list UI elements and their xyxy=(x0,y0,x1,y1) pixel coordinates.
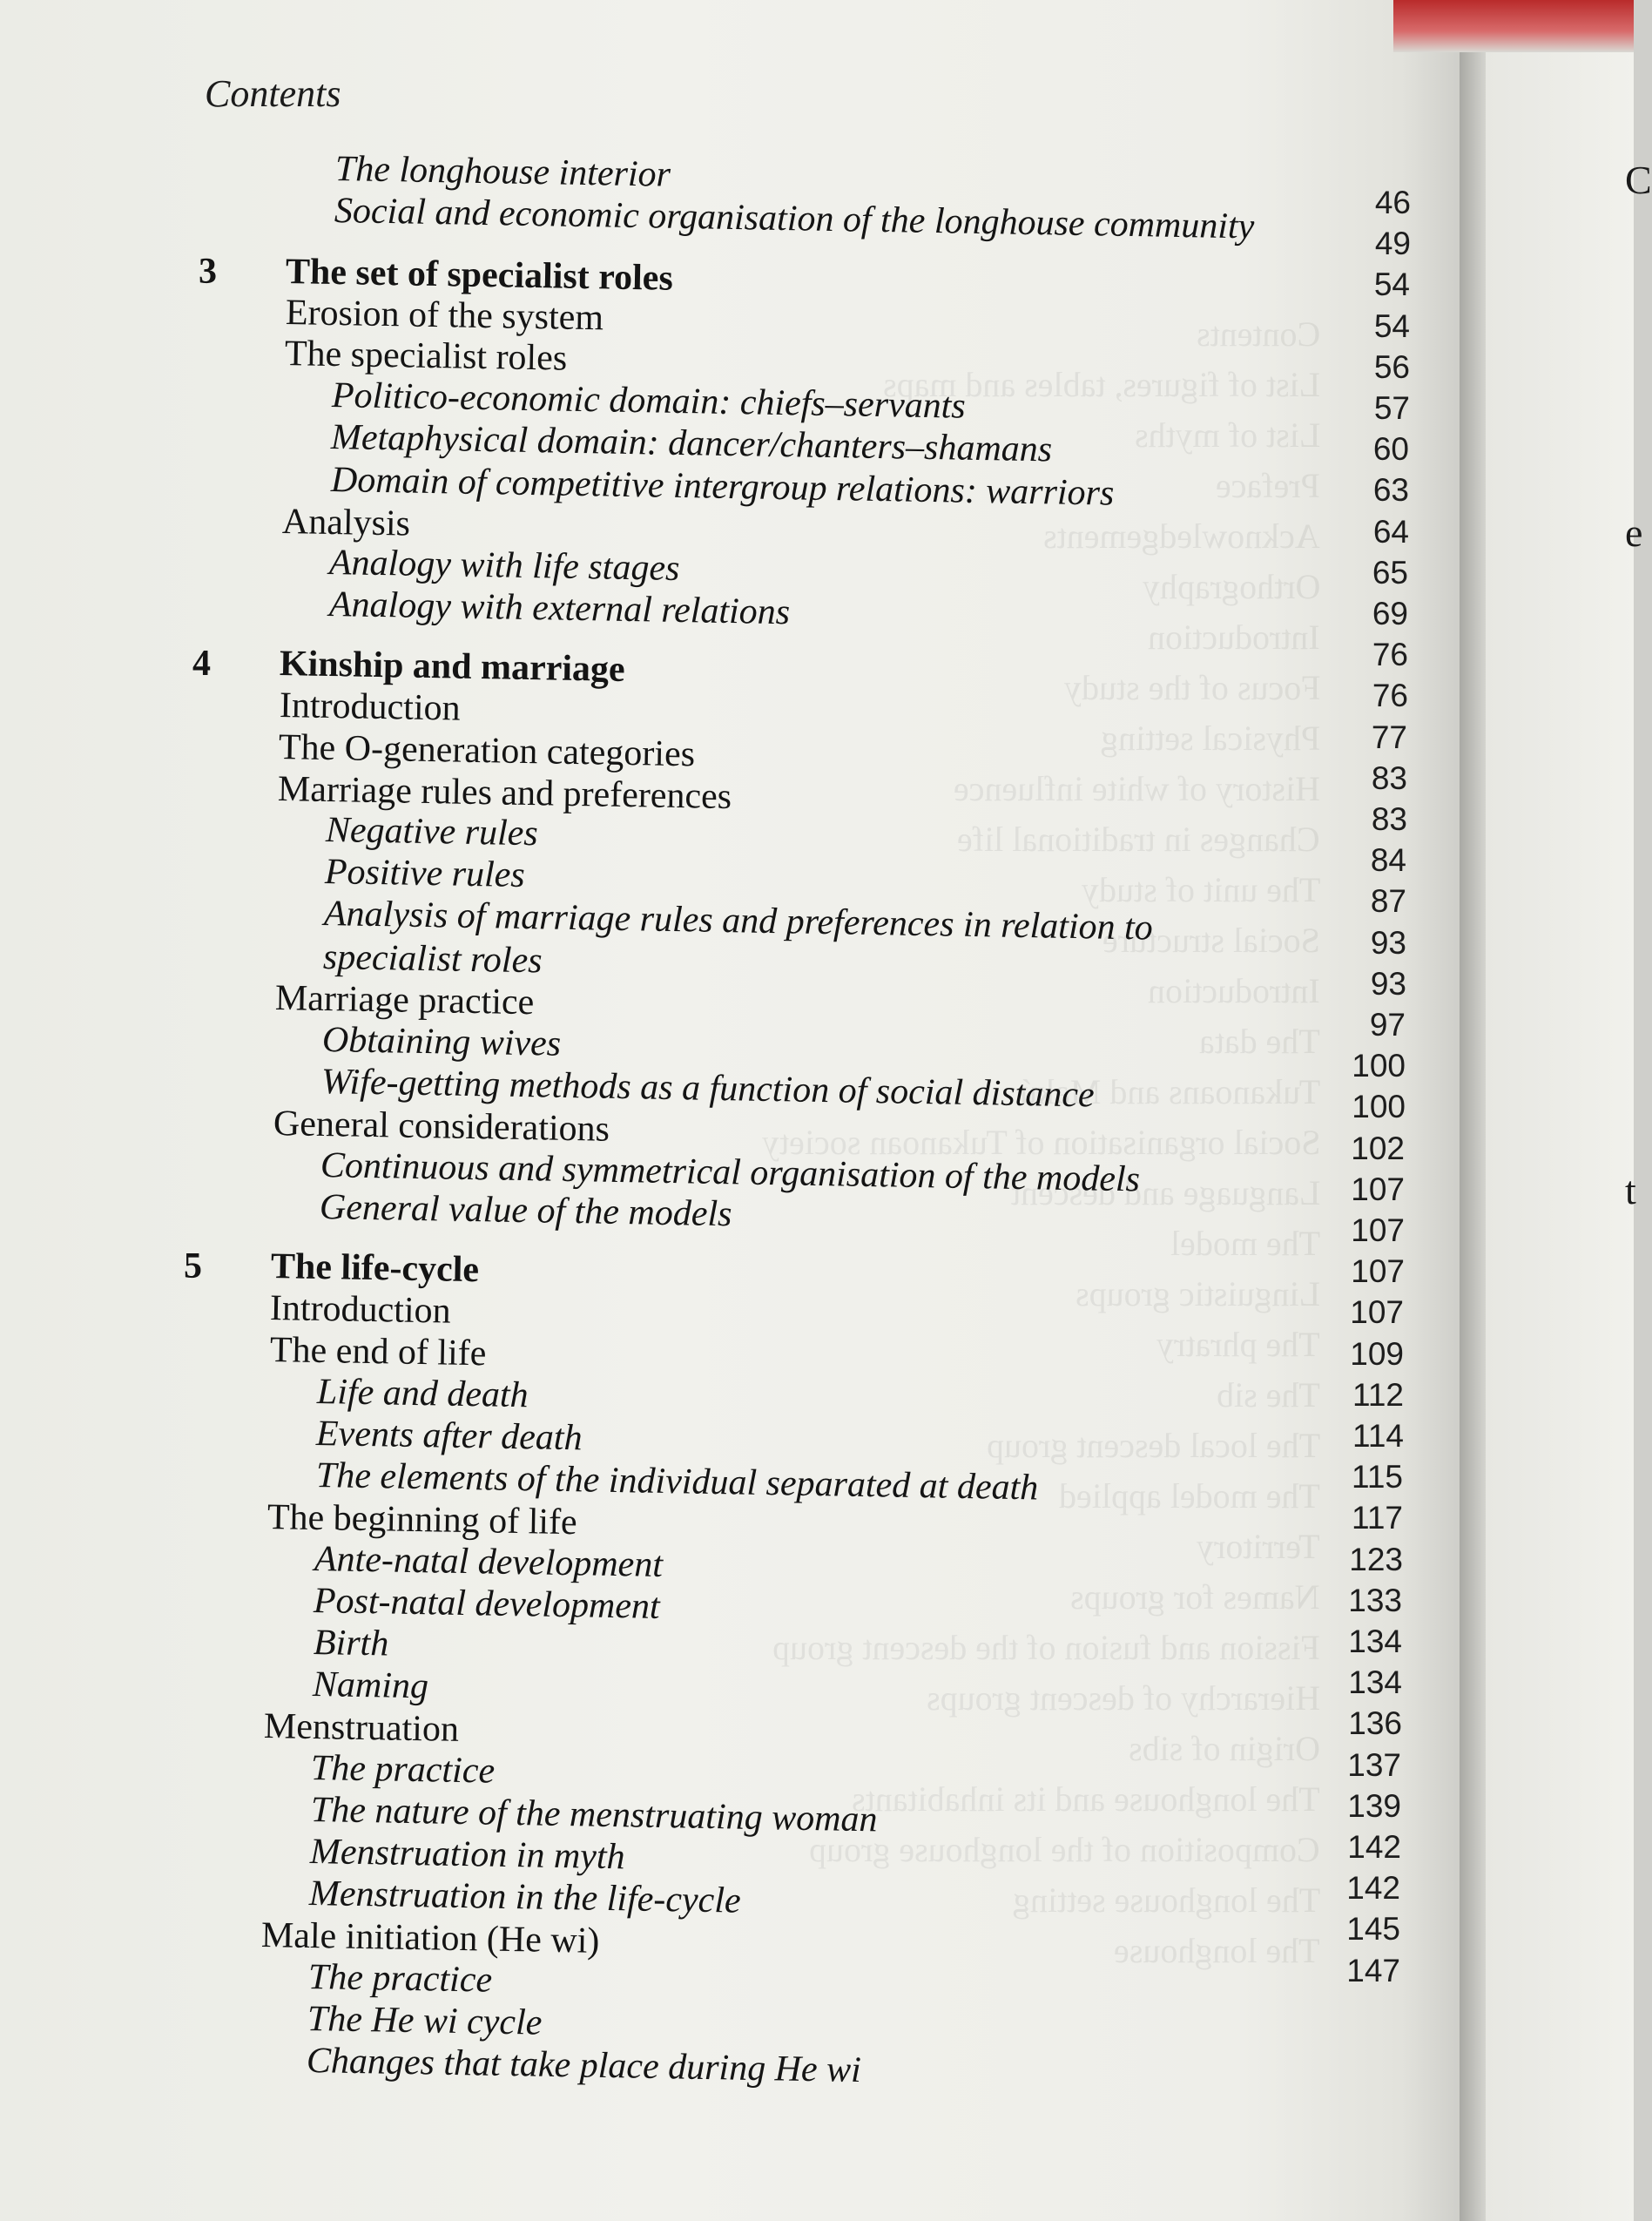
subsection-title: The practice xyxy=(310,1748,496,1792)
show-through-line: Fission and fusion of the descent group xyxy=(772,1628,1320,1667)
page-number: 77 xyxy=(1371,719,1407,755)
subsection-title: Menstruation in the life-cycle xyxy=(308,1873,742,1921)
subsection-title: Politico-economic domain: chiefs–servants xyxy=(331,375,967,427)
section-title: The beginning of life xyxy=(266,1497,578,1543)
section-title: The O-generation categories xyxy=(278,727,696,775)
facing-page-glyph: e xyxy=(1625,510,1643,555)
section-title: General considerations xyxy=(273,1104,610,1150)
show-through-line: The model xyxy=(1170,1224,1320,1263)
page-number: 107 xyxy=(1351,1212,1405,1248)
section-title: Marriage practice xyxy=(274,978,535,1023)
page-number: 142 xyxy=(1346,1870,1400,1906)
section-title: Marriage rules and preferences xyxy=(277,769,732,818)
subsection-title: Post-natal development xyxy=(313,1581,661,1627)
show-through-line: The longhouse setting xyxy=(1012,1880,1320,1920)
subsection-title: The practice xyxy=(307,1957,493,2001)
show-through-line: The phratry xyxy=(1156,1325,1320,1364)
page-header: Contents xyxy=(205,72,341,115)
page-number: 147 xyxy=(1346,1953,1400,1988)
show-through-line: The data xyxy=(1199,1022,1320,1061)
show-through-line: Focus of the study xyxy=(1063,668,1320,707)
subsection-title: Changes that take place during He wi xyxy=(306,2041,862,2091)
page-number: 123 xyxy=(1349,1542,1403,1577)
subsection-title: Negative rules xyxy=(325,810,539,854)
show-through-line: List of figures, tables and maps xyxy=(882,365,1320,404)
page-number: 87 xyxy=(1370,883,1406,919)
chapter-number: 4 xyxy=(192,644,211,684)
chapter-title: The life-cycle xyxy=(270,1246,480,1291)
show-through-line: Social organisation of Tukanoan society xyxy=(761,1123,1320,1162)
page-number: 142 xyxy=(1347,1829,1401,1865)
page-number: 65 xyxy=(1372,555,1408,591)
page-number: 136 xyxy=(1348,1705,1402,1741)
page-number: 139 xyxy=(1347,1788,1401,1824)
subsection-title: Wife-getting methods as a function of social distance xyxy=(320,1062,1096,1116)
show-through-line: The longhouse and its inhabitants xyxy=(852,1779,1320,1819)
page-number: 117 xyxy=(1352,1500,1403,1536)
section-title: Erosion of the system xyxy=(285,293,604,339)
page-number: 134 xyxy=(1348,1664,1402,1700)
show-through-line: Contents xyxy=(1196,314,1320,354)
page-number: 56 xyxy=(1373,349,1410,385)
page-number: 100 xyxy=(1352,1089,1406,1124)
page-number: 114 xyxy=(1352,1418,1404,1454)
show-through-line: Territory xyxy=(1197,1527,1320,1566)
section-title: Menstruation xyxy=(263,1706,460,1750)
subsection-title: Naming xyxy=(312,1664,429,1707)
page-number: 84 xyxy=(1370,842,1406,878)
facing-page-glyph: t xyxy=(1625,1168,1636,1212)
show-through-line: Linguistic groups xyxy=(1075,1274,1320,1313)
page-number: 134 xyxy=(1348,1624,1402,1659)
page-number: 63 xyxy=(1372,472,1409,508)
section-title: Introduction xyxy=(279,685,461,729)
page-number: 102 xyxy=(1351,1131,1405,1166)
section-title: The end of life xyxy=(269,1330,487,1374)
page-number: 145 xyxy=(1346,1911,1400,1947)
page-number: 76 xyxy=(1372,678,1408,713)
chapter-number: 3 xyxy=(199,252,217,292)
subsection-title: Obtaining wives xyxy=(321,1020,562,1064)
show-through-line: Orthography xyxy=(1142,567,1320,606)
section-title: Analysis xyxy=(281,502,411,544)
subsection-title: Analogy with external relations xyxy=(328,584,791,633)
subsection-title: The elements of the individual separated at death xyxy=(315,1455,1039,1509)
chapter-title: Kinship and marriage xyxy=(279,644,626,690)
subsection-title: Events after death xyxy=(315,1414,583,1459)
show-through-line: Origin of sibs xyxy=(1129,1729,1320,1768)
page-number: 107 xyxy=(1351,1253,1405,1289)
show-through-line: Introduction xyxy=(1148,971,1320,1010)
subsection-title: Social and economic organisation of the longhouse community xyxy=(334,191,1255,247)
show-through-line: Acknowledgements xyxy=(1043,516,1320,556)
show-through-line: List of myths xyxy=(1134,415,1320,455)
chapter-title: The set of specialist roles xyxy=(285,252,674,299)
show-through-line: The local descent group xyxy=(986,1426,1320,1465)
subsection-title: Life and death xyxy=(316,1372,529,1416)
page-number: 107 xyxy=(1350,1294,1404,1330)
page-number: 54 xyxy=(1373,308,1410,344)
facing-page xyxy=(1486,52,1652,2221)
page-number: 133 xyxy=(1348,1583,1402,1618)
show-through-line: Preface xyxy=(1216,466,1320,505)
subsection-title: Continuous and symmetrical organisation of the models xyxy=(320,1145,1141,1200)
subsection-title: Analysis of marriage rules and preferences in relation to xyxy=(323,894,1154,948)
page-number: 83 xyxy=(1371,760,1407,796)
subsection-title: Metaphysical domain: dancer/chanters–shamans xyxy=(330,417,1053,470)
page-number: 115 xyxy=(1352,1459,1403,1495)
show-through-line: The sib xyxy=(1217,1375,1320,1414)
show-through-line: Language and descent xyxy=(1010,1173,1320,1212)
page-number: 97 xyxy=(1369,1007,1406,1043)
section-title: Introduction xyxy=(269,1288,451,1332)
show-through-line: Composition of the longhouse group xyxy=(809,1830,1320,1869)
subsection-title: The nature of the menstruating woman xyxy=(310,1790,878,1840)
show-through-line: Tukanoans and Makú xyxy=(1019,1072,1320,1111)
show-through-line: Names for groups xyxy=(1070,1577,1320,1617)
subsection-title: Birth xyxy=(313,1623,389,1664)
page-number: 83 xyxy=(1371,801,1407,837)
show-through-line: Social structure xyxy=(1102,921,1320,960)
subsection-title: Ante-natal development xyxy=(314,1539,664,1585)
book-gutter xyxy=(1460,0,1486,2221)
page-number: 109 xyxy=(1350,1336,1404,1372)
show-through-line: Introduction xyxy=(1148,618,1320,657)
subsection-title: Domain of competitive intergroup relations: warriors xyxy=(330,460,1115,514)
section-title: Male initiation (He wi) xyxy=(260,1915,600,1961)
page-number: 57 xyxy=(1373,390,1410,426)
section-title: The specialist roles xyxy=(284,334,568,379)
page-number: 46 xyxy=(1374,185,1411,220)
show-through-line: Physical setting xyxy=(1100,719,1320,758)
page-number: 49 xyxy=(1374,226,1411,261)
subsection-title: Positive rules xyxy=(324,852,526,896)
book-cover-edge xyxy=(1393,0,1634,52)
show-through-line: Hierarchy of descent groups xyxy=(926,1678,1320,1718)
page-number: 69 xyxy=(1372,596,1408,631)
subsection-title: Analogy with life stages xyxy=(328,543,680,590)
show-through-line: The model applied xyxy=(1059,1476,1320,1516)
page-number: 107 xyxy=(1351,1171,1405,1207)
page-number: 60 xyxy=(1372,431,1409,467)
page-number: 93 xyxy=(1370,966,1406,1002)
subsection-title: The longhouse interior xyxy=(334,149,671,195)
subsection-title: Menstruation in myth xyxy=(309,1832,625,1878)
page-number: 93 xyxy=(1370,925,1406,961)
facing-page-glyph: C xyxy=(1625,158,1652,202)
page-number: 137 xyxy=(1347,1747,1401,1783)
page-number: 112 xyxy=(1352,1377,1404,1413)
subsection-title: specialist roles xyxy=(322,937,543,982)
page-number: 100 xyxy=(1352,1048,1406,1083)
subsection-title: The He wi cycle xyxy=(307,1999,543,2043)
page-number: 64 xyxy=(1372,514,1409,550)
page-number: 76 xyxy=(1372,637,1408,672)
show-through-line: The longhouse xyxy=(1114,1931,1320,1970)
show-through-line: The unit of study xyxy=(1081,870,1320,909)
subsection-title: General value of the models xyxy=(319,1187,732,1235)
page-number: 54 xyxy=(1373,267,1410,302)
show-through-line: Changes in traditional life xyxy=(957,820,1320,859)
show-through-line: History of white influence xyxy=(954,769,1320,808)
chapter-number: 5 xyxy=(184,1246,202,1286)
